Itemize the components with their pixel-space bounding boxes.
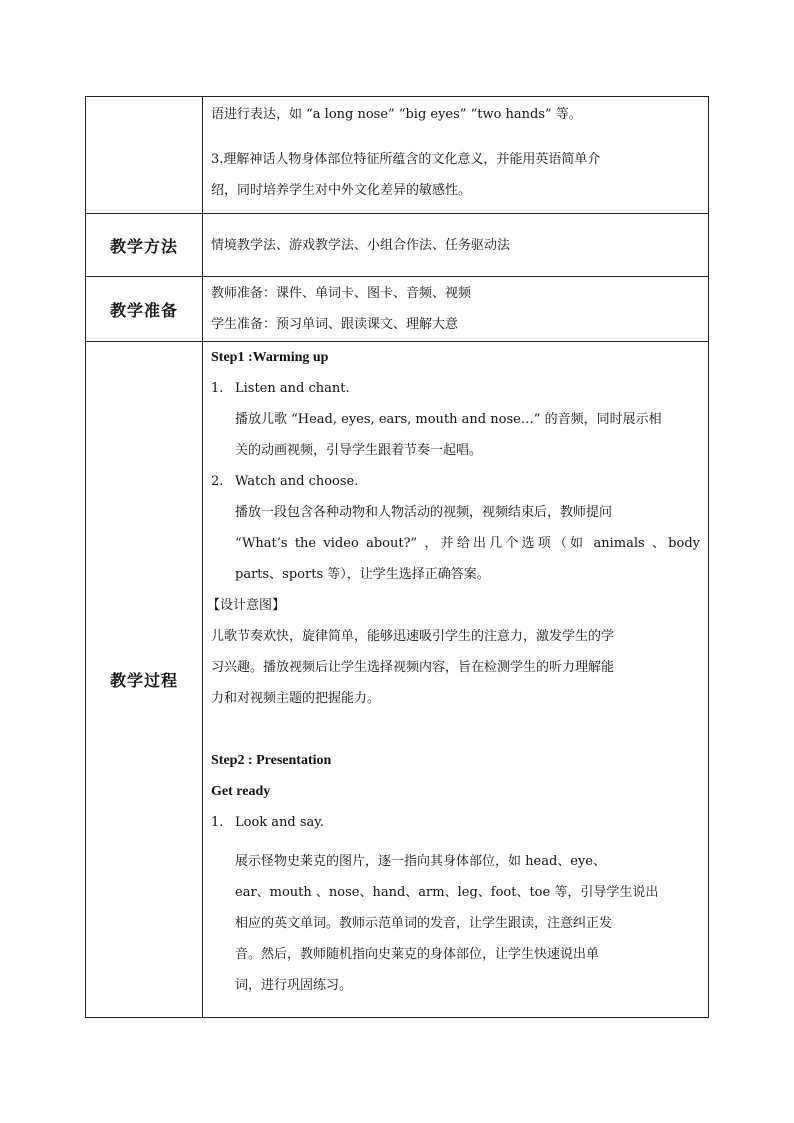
item1-heading xyxy=(211,373,700,404)
process-label: 教学过程 xyxy=(86,342,203,1018)
process-row xyxy=(86,342,709,1018)
spacer xyxy=(211,714,700,745)
item3-line-5: 词，进行巩固练习。 xyxy=(235,978,353,993)
item3-line-3: 相应的英文单词。教师示范单词的发音，让学生跟读，注意纠正发 xyxy=(235,916,613,931)
objectives-content-cell xyxy=(203,97,709,214)
teacher-preparation: 教师准备：课件、单词卡、图卡、音频、视频 xyxy=(211,286,472,301)
item3-line-4: 音。然后，教师随机指向史莱克的身体部位，让学生快速说出单 xyxy=(235,947,600,962)
process-content xyxy=(203,342,709,1018)
objectives-label-cell xyxy=(86,97,203,214)
objectives-line-2: 3.理解神话人物身体部位特征所蕴含的文化意义，并能用英语简单介 xyxy=(211,152,601,167)
methods-text: 情境教学法、游戏教学法、小组合作法、任务驱动法 xyxy=(211,237,511,253)
design-intent-line-3: 力和对视频主题的把握能力。 xyxy=(211,691,381,706)
item2-heading xyxy=(211,466,700,497)
methods-label: 教学方法 xyxy=(86,214,203,277)
item1-line-2: 关的动画视频，引导学生跟着节奏一起唱。 xyxy=(235,443,483,458)
objectives-row xyxy=(86,97,709,214)
student-preparation: 学生准备：预习单词、跟读课文、理解大意 xyxy=(211,317,459,332)
step2-title: Step2 : Presentation xyxy=(211,753,332,768)
item2-line-1: 播放一段包含各种动物和人物活动的视频，视频结束后，教师提问 xyxy=(235,505,613,520)
get-ready-heading: Get ready xyxy=(211,784,271,799)
item2-number: 2. xyxy=(211,474,224,489)
item3-number: 1. xyxy=(211,815,224,830)
objectives-line-3: 绍，同时培养学生对中外文化差异的敏感性。 xyxy=(211,183,472,198)
design-intent-title: 【设计意图】 xyxy=(207,598,286,613)
step1-title: Step1 :Warming up xyxy=(211,350,329,365)
preparation-content xyxy=(203,277,709,342)
design-intent-line-1: 儿歌节奏欢快，旋律简单，能够迅速吸引学生的注意力，激发学生的学 xyxy=(211,629,615,644)
item3-line-1: 展示怪物史莱克的图片，逐一指向其身体部位，如 head、eye、 xyxy=(235,854,607,869)
item3-title: Look and say. xyxy=(235,815,325,830)
item1-number: 1. xyxy=(211,381,224,396)
item3-line-2: ear、mouth 、nose、hand、arm、leg、foot、toe 等，引导学生说出 xyxy=(235,885,659,900)
preparation-row xyxy=(86,277,709,342)
item3-heading xyxy=(211,807,700,838)
design-intent-line-2: 习兴趣。播放视频后让学生选择视频内容，旨在检测学生的听力理解能 xyxy=(211,660,615,675)
item2-title: Watch and choose. xyxy=(235,474,359,489)
item2-line-3: parts、sports 等），让学生选择正确答案。 xyxy=(235,567,490,582)
item2-line-2: “What’s the video about?” ，并给出几个选项（如 animals 、body xyxy=(235,536,700,551)
methods-content xyxy=(203,214,709,277)
methods-row xyxy=(86,214,709,277)
item1-line-1: 播放儿歌 “Head, eyes, ears, mouth and nose…” 的音频，同时展示相 xyxy=(235,412,662,427)
lesson-plan-table xyxy=(85,96,709,1018)
item1-title: Listen and chant. xyxy=(235,381,350,396)
preparation-label: 教学准备 xyxy=(86,277,203,342)
objectives-line-1: 语进行表达，如 “a long nose” “big eyes” “two hands” 等。 xyxy=(211,107,582,122)
